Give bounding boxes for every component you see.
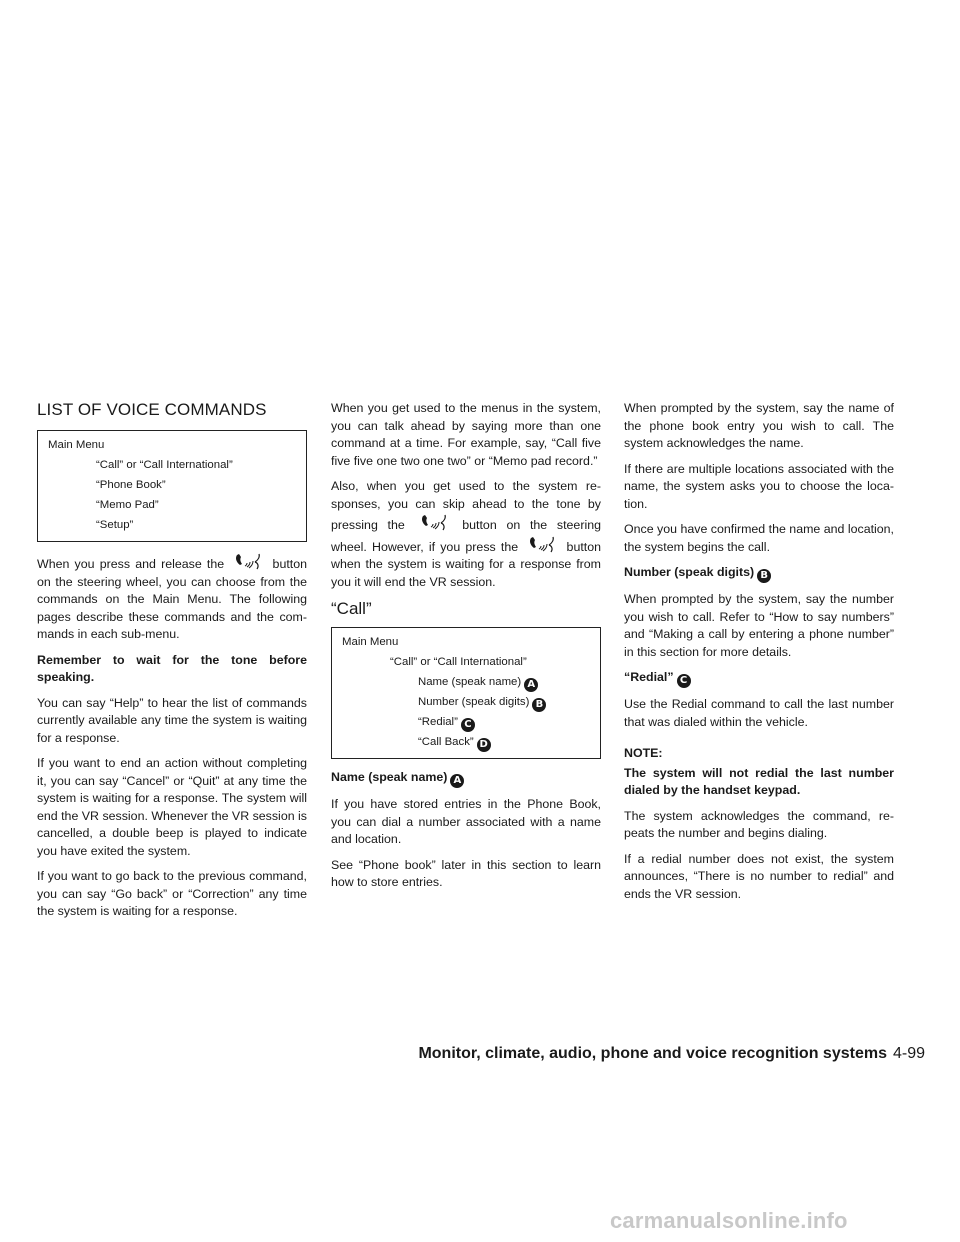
footer-title: Monitor, climate, audio, phone and voice recognition systems (418, 1045, 887, 1062)
menu-item: “Memo Pad” (96, 499, 159, 511)
marker-c: C (677, 674, 691, 688)
paragraph-bold: Remember to wait for the tone before speaking. (37, 652, 307, 684)
paragraph: When prompted by the system, say the number you wish to call. Refer to “How to say numbers” and “Making a call by entering a phone number” in this section for more details. (624, 592, 894, 659)
menu-item (342, 692, 592, 712)
marker-a: A (524, 678, 538, 692)
paragraph: If a redial number does not exist, the system announces, “There is no number to redial” and ends the VR session. (624, 851, 894, 901)
column-3 (624, 400, 894, 911)
talk-button-icon (527, 535, 557, 555)
note-label: NOTE: (624, 746, 663, 760)
text: button on the steering wheel. However, if you press the (331, 518, 601, 554)
column-1 (37, 400, 307, 929)
text: “Call Back” (418, 736, 474, 748)
heading-number (624, 564, 894, 583)
text: Also, when you get used to the system re-sponses, you can skip ahead to the tone by pressing the (331, 479, 601, 532)
paragraph: See “Phone book” later in this section to learn how to store entries. (331, 857, 601, 889)
main-menu-box (37, 430, 307, 542)
text: button on the steering wheel, you can choose from the commands on the Main Menu. The following pages describe these commands and the com-mands in each sub-menu. (37, 557, 307, 641)
paragraph: If you want to go back to the previous command, you can say “Go back” or “Correction” any time the system is waiting for a response. (37, 869, 307, 918)
paragraph: When prompted by the system, say the name of the phone book entry you wish to call. The system acknowledges the name. (624, 401, 894, 450)
talk-button-icon (419, 513, 449, 533)
menu-title: Main Menu (48, 439, 105, 451)
menu-item (342, 712, 592, 732)
text: Name (speak name) (418, 676, 522, 688)
call-menu-box (331, 627, 601, 759)
text: button when the system is waiting for a response from you it will end the VR session. (331, 539, 601, 589)
page-number: 4-99 (892, 1045, 925, 1062)
paragraph: Once you have confirmed the name and location, the system begins the call. (624, 522, 895, 554)
paragraph (331, 478, 601, 591)
paragraph: If you want to end an action without completing it, you can say “Cancel” or “Quit” at any time the system is waiting for a response. The system will end the VR session. Whenever the VR session is cancelled, a double beep is played to indicate you have exited the system. (37, 756, 307, 858)
menu-item: “Phone Book” (96, 479, 166, 491)
paragraph: The system acknowledges the command, re-peats the number and begins dialing. (624, 808, 894, 840)
talk-button-icon (233, 552, 263, 572)
paragraph: If there are multiple locations associated with the name, the system asks you to choose the loca-tion. (624, 461, 894, 511)
text: Name (speak name) (331, 770, 448, 784)
marker-d: D (477, 738, 491, 752)
text: “Redial” (624, 670, 674, 684)
page-footer (410, 1045, 925, 1063)
marker-a: A (450, 774, 464, 788)
watermark: carmanualsonline.info (610, 1208, 848, 1233)
marker-c: C (461, 718, 475, 732)
subheading: “Call” (331, 599, 372, 618)
column-2 (331, 400, 601, 900)
text: When you press and release the (37, 557, 225, 571)
marker-b: B (757, 569, 771, 583)
menu-item (342, 732, 592, 752)
menu-item (342, 672, 592, 692)
heading-name (331, 769, 601, 788)
menu-item: “Setup” (96, 519, 134, 531)
text: “Redial” (418, 716, 458, 728)
menu-title: Main Menu (342, 636, 399, 648)
paragraph: When you get used to the menus in the system, you can talk ahead by saying more than one command at a time. For example, say, “Call five five five one two one two” or “Memo pad record.” (331, 401, 601, 468)
text: Number (speak digits) (624, 565, 755, 579)
paragraph: If you have stored entries in the Phone Book, you can dial a number associated with a name and location. (331, 797, 601, 846)
section-heading: LIST OF VOICE COMMANDS (37, 400, 267, 419)
marker-b: B (532, 698, 546, 712)
menu-item: “Call” or “Call International” (390, 656, 527, 668)
paragraph: You can say “Help” to hear the list of commands currently available any time the system is waiting for a response. (37, 695, 307, 745)
text: Number (speak digits) (418, 696, 530, 708)
heading-redial (624, 669, 894, 688)
menu-item: “Call” or “Call International” (96, 459, 233, 471)
note-text: The system will not redial the last number dialed by the handset keypad. (624, 765, 894, 797)
paragraph (37, 552, 307, 644)
paragraph: Use the Redial command to call the last number that was dialed within the vehicle. (624, 697, 894, 729)
